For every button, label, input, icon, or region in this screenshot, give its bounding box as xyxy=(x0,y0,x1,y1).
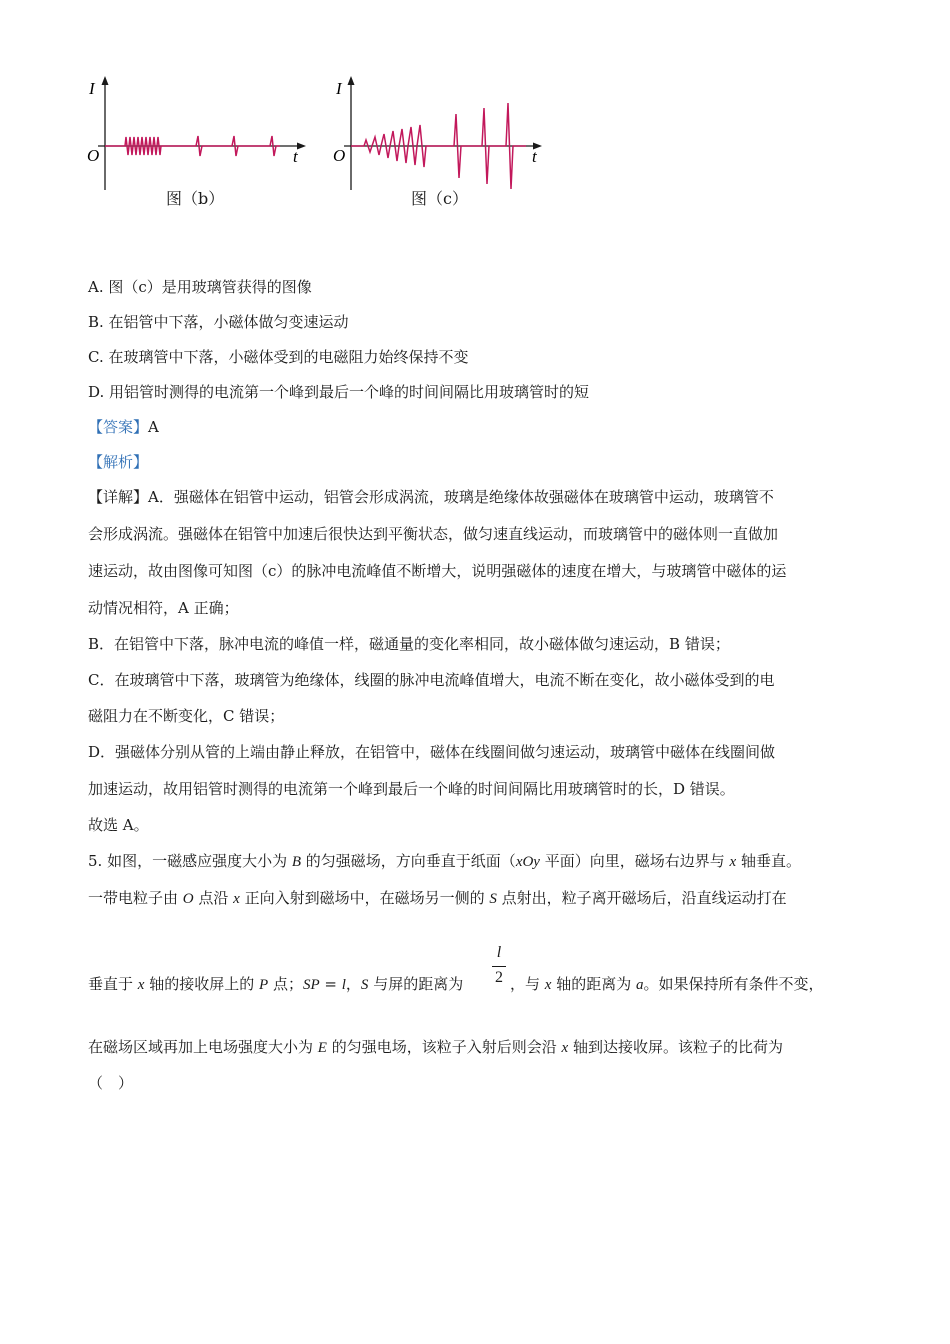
q5-var-x: x xyxy=(729,854,737,870)
q5-var-x: x xyxy=(544,977,552,993)
q5-text: 平面）向里，磁场右边界与 xyxy=(539,852,730,870)
detail-line-6: C．在玻璃管中下落，玻璃管为绝缘体，线圈的脉冲电流峰值增大，电流不断在变化，故小磁体受到的电 xyxy=(88,671,775,689)
detail-label: 【详解】 xyxy=(88,488,149,506)
q5-answer-blank: （ ） xyxy=(88,1074,134,1092)
q5-text: 正向入射到磁场中，在磁场另一侧的 xyxy=(239,889,490,907)
q5-var-sp: SP xyxy=(302,977,320,993)
q5-var-s: S xyxy=(360,977,369,993)
figure-b-y-arrow xyxy=(102,76,109,85)
q5-var-a: a xyxy=(636,977,644,993)
q5-line-3-tail xyxy=(510,973,824,994)
q5-fraction-bar xyxy=(492,966,506,967)
q5-text: 一带电粒子由 xyxy=(88,889,183,907)
q5-var-e: E xyxy=(317,1040,327,1056)
q5-text: ，与 xyxy=(510,975,545,993)
figure-b-origin: O xyxy=(87,146,100,165)
q5-text: 轴的接收屏上的 xyxy=(144,975,259,993)
q5-text: 的匀强电场，该粒子入射后则会沿 xyxy=(326,1038,562,1056)
option-d: D. 用铝管时测得的电流第一个峰到最后一个峰的时间间隔比用玻璃管时的短 xyxy=(88,383,590,401)
q5-line-3 xyxy=(88,973,463,994)
q5-text: 的匀强磁场，方向垂直于纸面（ xyxy=(301,852,516,870)
option-a: A. 图（c）是用玻璃管获得的图像 xyxy=(88,278,312,296)
detail-text-1: A．强磁体在铝管中运动，铝管会形成涡流，玻璃是绝缘体故强磁体在玻璃管中运动，玻璃管不 xyxy=(148,488,774,506)
figure-c-current-curve xyxy=(351,103,526,189)
q5-text: 垂直于 xyxy=(88,975,138,993)
figure-b-caption: 图（b） xyxy=(166,189,225,208)
figure-c-origin: O xyxy=(333,146,346,165)
q5-text: 轴的距离为 xyxy=(551,975,636,993)
answer-line xyxy=(88,416,159,437)
q5-text: 在磁场区域再加上电场强度大小为 xyxy=(88,1038,318,1056)
detail-line-5: B．在铝管中下落，脉冲电流的峰值一样，磁通量的变化率相同，故小磁体做匀速运动，B 错误； xyxy=(88,635,730,653)
q5-line-2 xyxy=(88,887,787,908)
figure-b-x-label: t xyxy=(293,147,298,166)
q5-text: 轴到达接收屏。该粒子的比荷为 xyxy=(568,1038,783,1056)
q5-text: = xyxy=(319,975,342,993)
figure-c-x-label: t xyxy=(532,147,537,166)
q5-var-b: B xyxy=(291,854,302,870)
q5-text: 。如果保持所有条件不变， xyxy=(643,975,824,993)
figure-c-caption: 图（c） xyxy=(411,189,468,208)
q5-text: 点； xyxy=(268,975,303,993)
option-c: C. 在玻璃管中下落，小磁体受到的电磁阻力始终保持不变 xyxy=(88,348,469,366)
q5-var-o: O xyxy=(182,891,194,907)
answer-label: 【答案】 xyxy=(88,418,149,436)
detail-line-10: 故选 A。 xyxy=(88,816,149,834)
q5-var-l: l xyxy=(341,977,346,993)
detail-line-3: 速运动，故由图像可知图（c）的脉冲电流峰值不断增大，说明强磁体的速度在增大，与玻璃管中磁体的运 xyxy=(88,562,787,580)
q5-text: 轴垂直。 xyxy=(736,852,801,870)
q5-text: 5. 如图，一磁感应强度大小为 xyxy=(88,852,292,870)
q5-var-s: S xyxy=(489,891,497,907)
figure-b-y-label: I xyxy=(89,79,95,98)
q5-var-x: x xyxy=(561,1040,569,1056)
q5-text: 与屏的距离为 xyxy=(368,975,464,993)
q5-fraction-numerator: l xyxy=(496,944,502,961)
q5-text: 点射出，粒子离开磁场后，沿直线运动打在 xyxy=(496,889,787,907)
figure-b-current-curve xyxy=(105,136,280,156)
detail-line-9: 加速运动，故用铝管时测得的电流第一个峰到最后一个峰的时间间隔比用玻璃管时的长，D 错误。 xyxy=(88,780,735,798)
detail-line-1 xyxy=(88,486,774,507)
q5-var-p: P xyxy=(259,977,269,993)
q5-text: ， xyxy=(345,975,361,993)
figure-c-y-label: I xyxy=(336,79,342,98)
detail-line-2: 会形成涡流。强磁体在铝管中加速后很快达到平衡状态，做匀速直线运动，而玻璃管中的磁体则一直做加 xyxy=(88,525,779,543)
option-b: B. 在铝管中下落，小磁体做匀变速运动 xyxy=(88,313,349,331)
q5-line-4 xyxy=(88,1036,783,1057)
q5-text: 点沿 xyxy=(193,889,234,907)
detail-line-7: 磁阻力在不断变化，C 错误； xyxy=(88,707,285,725)
figure-c-y-arrow xyxy=(348,76,355,85)
q5-var-x: x xyxy=(137,977,145,993)
q5-fraction-denominator: 2 xyxy=(495,969,503,986)
detail-line-4: 动情况相符，A 正确； xyxy=(88,599,239,617)
answer-value: A xyxy=(148,418,159,436)
q5-var-xoy: xOy xyxy=(515,854,540,870)
q5-fraction xyxy=(492,944,506,989)
q5-var-x: x xyxy=(233,891,240,907)
analysis-label: 【解析】 xyxy=(88,453,149,471)
q5-line-1 xyxy=(88,850,801,871)
figure-b-x-arrow xyxy=(297,143,306,150)
detail-line-8: D．强磁体分别从管的上端由静止释放，在铝管中，磁体在线圈间做匀速运动，玻璃管中磁体在线圈间做 xyxy=(88,743,776,761)
